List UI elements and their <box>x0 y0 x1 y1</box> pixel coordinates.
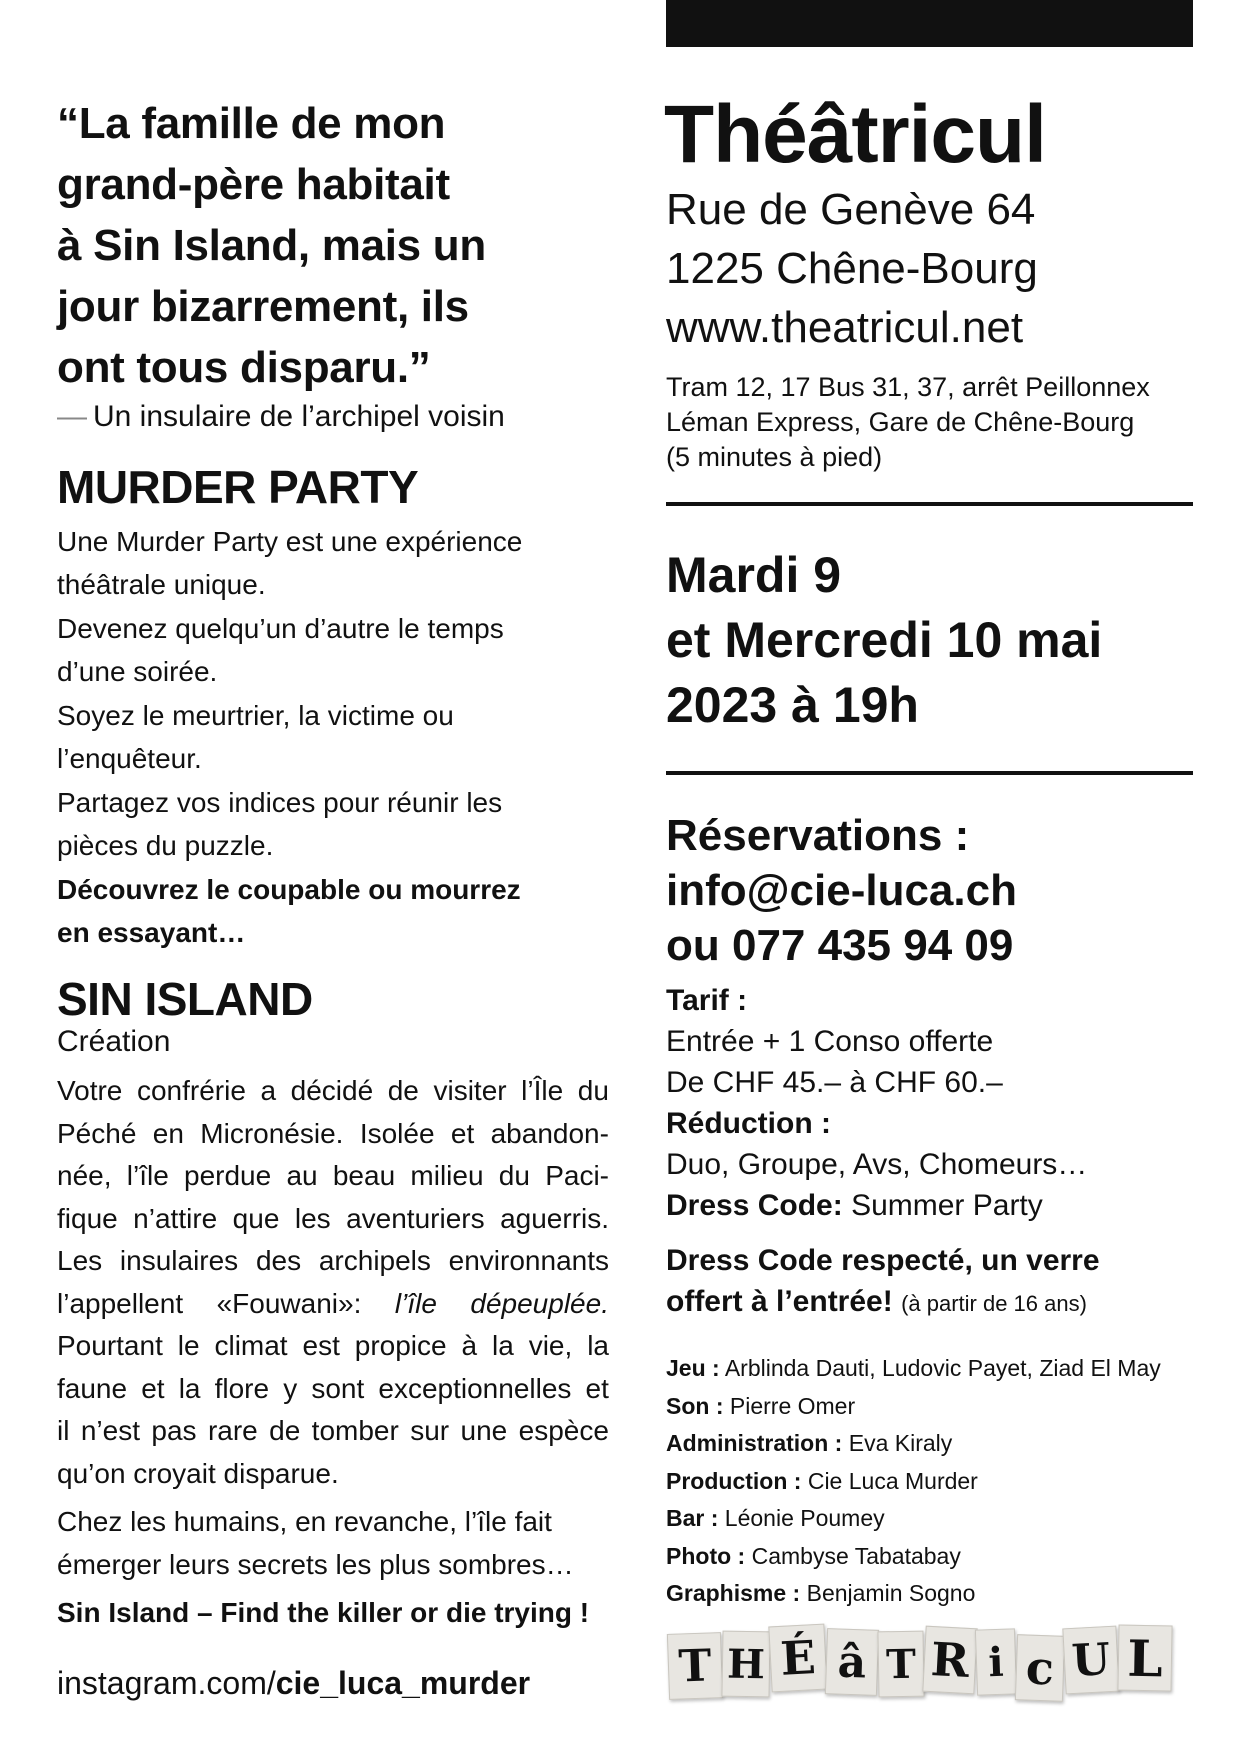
credit-role: Graphisme : <box>666 1580 801 1606</box>
credit-names: Pierre Omer <box>729 1392 856 1419</box>
date-line: et Mercredi 10 mai <box>666 612 1103 668</box>
quote-line: “La famille de mon <box>57 99 446 148</box>
text-line: théâtrale unique. <box>57 569 266 600</box>
text-line: d’une soirée. <box>57 656 218 687</box>
word: rare <box>207 1415 258 1446</box>
word: et <box>141 1372 165 1404</box>
text-line <box>57 1283 609 1326</box>
credit-line <box>666 1388 1161 1426</box>
credit-names: Léonie Poumey <box>724 1505 885 1531</box>
word: sur <box>410 1415 450 1446</box>
credit-role: Bar : <box>666 1505 719 1531</box>
word: Isolée <box>359 1117 435 1149</box>
text-line <box>57 1368 609 1411</box>
venue-address <box>666 180 1038 357</box>
logo-letter: c <box>1015 1634 1065 1702</box>
credit-role: Administration : <box>666 1430 843 1456</box>
divider <box>666 771 1193 775</box>
word: n’attire <box>133 1202 218 1234</box>
word: confrérie <box>136 1075 246 1106</box>
logo-letter: T <box>667 1632 723 1700</box>
text-line <box>57 1155 609 1198</box>
credit-role: Son : <box>666 1392 724 1419</box>
word: faune <box>57 1372 128 1404</box>
text-line <box>57 1070 609 1113</box>
quote-attribution <box>57 400 505 434</box>
credit-role: Jeu : <box>666 1355 720 1381</box>
theatricul-logo <box>668 1625 1188 1705</box>
credit-names: Cambyse Tabatabay <box>751 1542 961 1569</box>
sin-island-subtitle: Création <box>57 1025 171 1058</box>
phone-link[interactable]: ou 077 435 94 09 <box>666 921 1014 970</box>
word: pas <box>151 1415 197 1446</box>
text-line: Soyez le meurtrier, la victime ou <box>57 700 454 731</box>
reservations-label: Réservations : <box>666 811 970 860</box>
word: milieu <box>410 1160 484 1191</box>
sin-island-body <box>57 1070 609 1635</box>
word: dépeuplée. <box>470 1287 609 1319</box>
website-link[interactable]: www.theatricul.net <box>666 303 1024 352</box>
text-line: émerger leurs secrets les plus sombres… <box>57 1548 574 1580</box>
word: y <box>283 1372 298 1404</box>
divider <box>666 502 1193 506</box>
text-line <box>57 1198 609 1241</box>
text-line: Une Murder Party est une expérience <box>57 526 523 557</box>
word: tomber <box>311 1415 399 1446</box>
word: Votre <box>57 1075 123 1106</box>
word: la <box>492 1330 514 1361</box>
address-line: Rue de Genève 64 <box>666 185 1036 234</box>
credit-role: Production : <box>666 1467 802 1494</box>
credit-line <box>666 1538 1161 1576</box>
instagram-prefix: instagram.com/ <box>57 1665 276 1701</box>
logo-letter: U <box>1062 1626 1119 1695</box>
top-black-bar <box>666 0 1193 47</box>
word: perdue <box>184 1160 272 1191</box>
word: l’Île <box>521 1075 564 1106</box>
credit-names: Eva Kiraly <box>848 1430 953 1456</box>
credit-line <box>666 1425 1161 1463</box>
word: en <box>152 1117 184 1149</box>
event-date <box>666 543 1102 738</box>
word: de <box>387 1075 419 1106</box>
word: vie, <box>528 1330 573 1361</box>
text-line: qu’on croyait disparue. <box>57 1457 339 1489</box>
text-line <box>57 1410 609 1453</box>
reduction-text: Duo, Groupe, Avs, Chomeurs… <box>666 1148 1088 1181</box>
word: propice <box>354 1330 447 1361</box>
word: l’île <box>126 1160 169 1191</box>
attribution-text: Un insulaire de l’archipel voisin <box>93 400 505 433</box>
quote <box>57 93 617 398</box>
word: à <box>461 1330 478 1361</box>
murder-party-body <box>57 520 617 955</box>
word: «Fouwani»: <box>216 1287 362 1319</box>
word: aventuriers <box>346 1202 485 1234</box>
word: sont <box>311 1372 365 1404</box>
offer-line: offert à l’entrée! <box>666 1285 893 1318</box>
credit-line <box>666 1463 1161 1501</box>
credit-line <box>666 1575 1161 1613</box>
word: Pourtant <box>57 1330 163 1361</box>
word: exceptionnelles <box>378 1372 572 1404</box>
dress-code-offer <box>666 1240 1100 1324</box>
word: née, <box>57 1160 112 1191</box>
email-link[interactable]: info@cie-luca.ch <box>666 866 1017 915</box>
word: Paci- <box>545 1160 609 1191</box>
word: la <box>587 1330 609 1361</box>
transport-line: Léman Express, Gare de Chêne-Bourg <box>666 407 1135 437</box>
text-line: Chez les humains, en revanche, l’île fait <box>57 1506 552 1537</box>
reduction-label: Réduction : <box>666 1107 831 1140</box>
tarif-line: Entrée + 1 Conso offerte <box>666 1025 994 1058</box>
word: le <box>177 1330 200 1361</box>
word: abandon- <box>490 1117 609 1149</box>
word: l’appellent <box>57 1287 184 1319</box>
word: du <box>498 1160 530 1191</box>
reservations <box>666 808 1017 973</box>
instagram-handle: cie_luca_murder <box>275 1665 531 1701</box>
word: insulaires <box>119 1245 239 1276</box>
pricing <box>666 980 1087 1226</box>
text-line: Devenez quelqu’un d’autre le temps <box>57 613 504 644</box>
logo-letter: R <box>922 1626 977 1695</box>
word: beau <box>332 1160 396 1191</box>
logo-letter: T <box>877 1631 924 1698</box>
word: n’est <box>80 1415 140 1446</box>
word: est <box>302 1330 340 1361</box>
word: a <box>260 1075 277 1106</box>
credits <box>666 1350 1161 1613</box>
word: de <box>269 1415 301 1446</box>
quote-line: grand-père habitait <box>57 160 450 209</box>
transport-line: (5 minutes à pied) <box>666 442 883 472</box>
word: il <box>57 1415 70 1446</box>
dress-code-value: Summer Party <box>851 1189 1043 1222</box>
word: Péché <box>57 1117 137 1149</box>
murder-party-title: MURDER PARTY <box>57 461 419 513</box>
word: visiter <box>433 1075 507 1106</box>
quote-line: ont tous disparu.” <box>57 343 431 392</box>
word: flore <box>214 1372 270 1404</box>
word: aguerris. <box>500 1202 609 1234</box>
word: et <box>585 1372 609 1404</box>
word: décidé <box>290 1075 374 1106</box>
text-line <box>57 1113 609 1156</box>
word: archipels <box>318 1245 431 1276</box>
text-line: Partagez vos indices pour réunir les <box>57 787 503 818</box>
credit-names: Benjamin Sogno <box>806 1580 976 1606</box>
credit-line <box>666 1500 1161 1538</box>
offer-line: Dress Code respecté, un verre <box>666 1244 1100 1277</box>
offer-note: (à partir de 16 ans) <box>901 1291 1087 1316</box>
word: l’île <box>394 1287 437 1319</box>
tagline: Sin Island – Find the killer or die trying ! <box>57 1597 590 1628</box>
logo-letter: â <box>825 1628 879 1696</box>
logo-letter: i <box>975 1628 1017 1695</box>
word: une <box>460 1415 508 1446</box>
venue-title: Théâtricul <box>664 89 1046 180</box>
attribution-dash: — <box>57 400 87 433</box>
word: et <box>450 1117 475 1149</box>
text-line: pièces du puzzle. <box>57 830 274 861</box>
word: des <box>255 1245 302 1276</box>
text-line <box>57 1325 609 1368</box>
word: fique <box>57 1202 118 1234</box>
credit-names: Cie Luca Murder <box>807 1467 978 1494</box>
word: au <box>286 1160 318 1191</box>
dress-code-label: Dress Code: <box>666 1189 843 1222</box>
word: du <box>577 1075 609 1106</box>
quote-line: à Sin Island, mais un <box>57 221 486 270</box>
text-line: en essayant… <box>57 917 246 948</box>
word: climat <box>214 1330 288 1361</box>
word: Les <box>57 1245 103 1276</box>
credit-line <box>666 1350 1161 1388</box>
logo-letter: É <box>768 1624 827 1693</box>
logo-letter: H <box>721 1631 770 1698</box>
date-line: 2023 à 19h <box>666 677 919 733</box>
date-line: Mardi 9 <box>666 547 842 603</box>
instagram-link[interactable] <box>57 1665 530 1702</box>
tarif-label: Tarif : <box>666 984 748 1017</box>
credit-role: Photo : <box>666 1542 746 1569</box>
word: les <box>294 1202 331 1234</box>
word: la <box>178 1372 201 1404</box>
transport-info <box>666 370 1150 475</box>
word: environnants <box>448 1245 609 1276</box>
text-line: Découvrez le coupable ou mourrez <box>57 874 521 905</box>
transport-line: Tram 12, 17 Bus 31, 37, arrêt Peillonnex <box>666 372 1150 402</box>
text-line <box>57 1240 609 1283</box>
quote-line: jour bizarrement, ils <box>57 282 469 331</box>
word: que <box>232 1202 280 1234</box>
credit-names: Arblinda Dauti, Ludovic Payet, Ziad El May <box>724 1355 1161 1381</box>
logo-letter: L <box>1117 1625 1172 1692</box>
word: espèce <box>518 1415 609 1446</box>
word: Micronésie. <box>200 1117 344 1149</box>
text-line: l’enquêteur. <box>57 743 202 774</box>
address-line: 1225 Chêne-Bourg <box>666 244 1038 293</box>
tarif-line: De CHF 45.– à CHF 60.– <box>666 1066 1003 1099</box>
sin-island-title: SIN ISLAND <box>57 973 313 1025</box>
